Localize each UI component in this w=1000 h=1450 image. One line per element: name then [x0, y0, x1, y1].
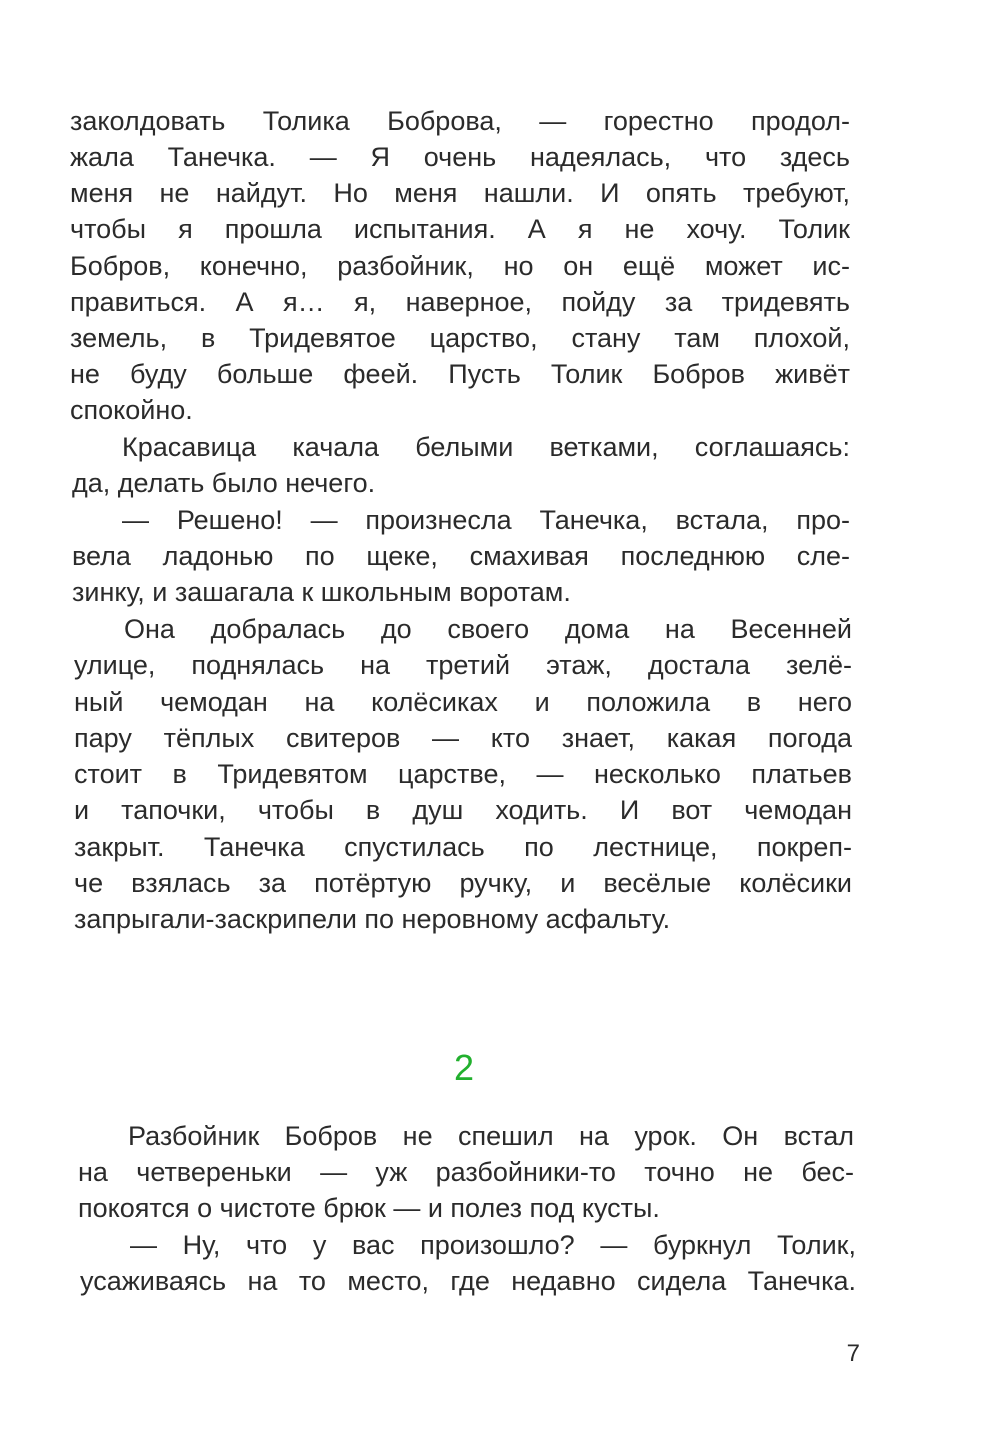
chapter-number: 2: [453, 1047, 475, 1088]
text-line: вела ладонью по щеке, смахивая последнюю сле-: [72, 541, 850, 571]
text-line: — Ну, что у вас произошло? — буркнул Толик,: [130, 1230, 856, 1260]
text-line: Бобров, конечно, разбойник, но он ещё может ис-: [70, 251, 850, 281]
page-number: 7: [846, 1340, 860, 1367]
text-line: меня не найдут. Но меня нашли. И опять требуют,: [70, 178, 850, 208]
text-line: жала Танечка. — Я очень надеялась, что здесь: [70, 142, 850, 172]
text-line: на четвереньки — уж разбойники-то точно не бес-: [78, 1157, 854, 1187]
text-line: запрыгали-заскрипели по неровному асфальту.: [74, 904, 671, 934]
text-line: заколдовать Толика Боброва, — горестно продол-: [70, 106, 850, 136]
text-line: зинку, и зашагала к школьным воротам.: [72, 577, 571, 607]
text-line: спокойно.: [70, 395, 193, 425]
text-line: покоятся о чистоте брюк — и полез под кусты.: [78, 1193, 660, 1223]
text-line: и тапочки, чтобы в душ ходить. И вот чемодан: [74, 795, 852, 825]
text-line: ный чемодан на колёсиках и положила в него: [74, 687, 852, 717]
text-line: земель, в Тридевятое царство, стану там плохой,: [70, 323, 850, 353]
text-line: улице, поднялась на третий этаж, достала зелё-: [74, 650, 852, 680]
text-line: да, делать было нечего.: [72, 468, 376, 498]
text-line: пару тёплых свитеров — кто знает, какая погода: [74, 723, 852, 753]
text-line: Разбойник Бобров не спешил на урок. Он встал: [128, 1121, 854, 1151]
text-line: правиться. А я… я, наверное, пойду за тридевять: [70, 287, 850, 317]
text-line: чтобы я прошла испытания. А я не хочу. Толик: [70, 214, 850, 244]
text-line: стоит в Тридевятом царстве, — несколько платьев: [74, 759, 852, 789]
text-line: усаживаясь на то место, где недавно сидела Танечка.: [80, 1266, 856, 1296]
text-line: Она добралась до своего дома на Весенней: [124, 614, 852, 644]
text-line: не буду больше феей. Пусть Толик Бобров живёт: [70, 359, 850, 389]
text-line: — Решено! — произнесла Танечка, встала, про-: [122, 505, 850, 535]
text-line: закрыт. Танечка спустилась по лестнице, покреп-: [74, 832, 852, 862]
text-line: Красавица качала белыми ветками, соглашаясь:: [122, 432, 850, 462]
text-line: че взялась за потёртую ручку, и весёлые колёсики: [74, 868, 852, 898]
